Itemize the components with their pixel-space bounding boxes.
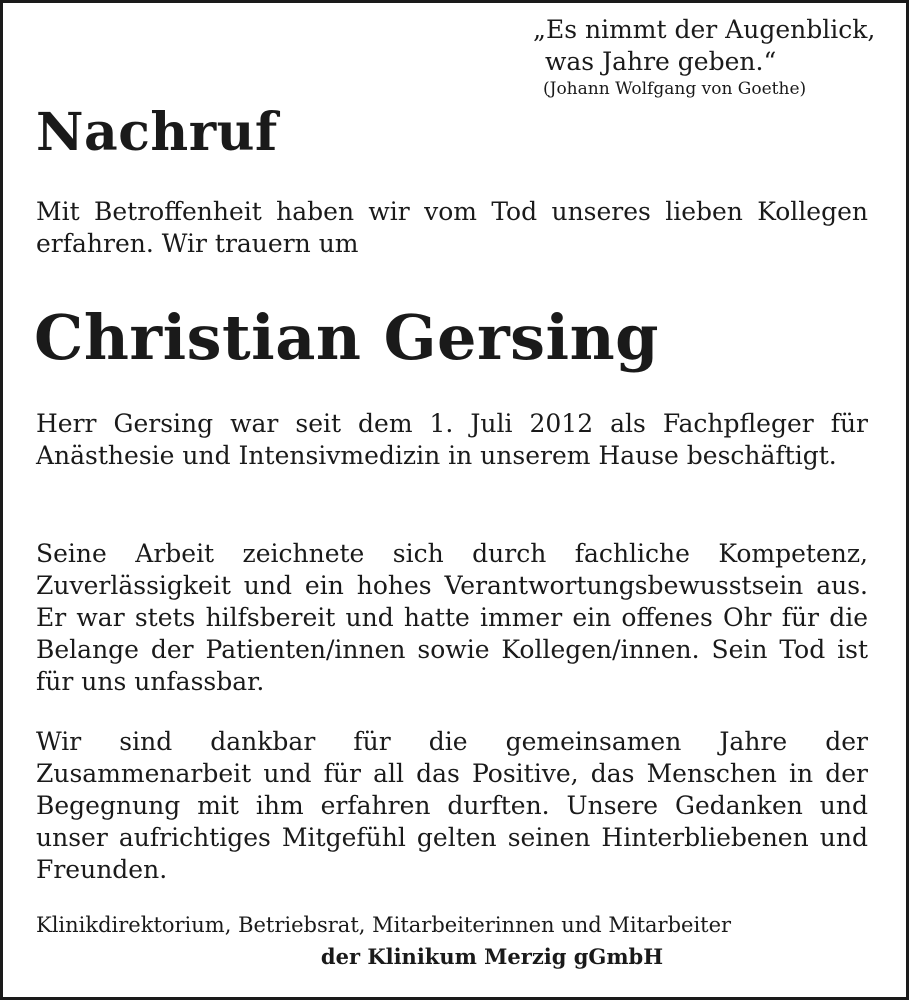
signature-line-1: Klinikdirektorium, Betriebsrat, Mitarbeiterinnen und Mitarbeiter	[36, 913, 732, 937]
quote-author: (Johann Wolfgang von Goethe)	[543, 79, 807, 99]
signature-block	[36, 910, 876, 972]
employment-paragraph: Herr Gersing war seit dem 1. Juli 2012 als Fachpfleger für Anästhesie und Intensivmedizin in unserem Hause beschäftigt.	[36, 409, 868, 470]
goethe-quote	[533, 14, 893, 100]
character-paragraph: Seine Arbeit zeichnete sich durch fachliche Kompetenz, Zuverlässigkeit und ein hohes Verantwortungsbewusstsein aus. Er war stets hilfsbereit und hatte immer ein offenes Ohr für die Belange der Patienten/innen sowie Kollegen/innen. Sein Tod ist für uns unfassbar.	[36, 539, 868, 696]
deceased-name: Christian Gersing	[34, 301, 660, 374]
intro-paragraph: Mit Betroffenheit haben wir vom Tod unseres lieben Kollegen erfahren. Wir trauern um	[36, 197, 868, 258]
organization-name: der Klinikum Merzig gGmbH	[320, 944, 664, 969]
gratitude-paragraph: Wir sind dankbar für die gemeinsamen Jahre der Zusammenarbeit und für all das Positive, das Menschen in der Begegnung mit ihm erfahren durften. Unsere Gedanken und unser aufrichtiges Mitgefühl gelten seinen Hinterbliebenen und Freunden.	[36, 727, 868, 884]
obituary-heading: Nachruf	[36, 102, 278, 163]
quote-line-2: was Jahre geben.“	[545, 47, 777, 76]
quote-line-1: „Es nimmt der Augenblick,	[533, 15, 876, 44]
